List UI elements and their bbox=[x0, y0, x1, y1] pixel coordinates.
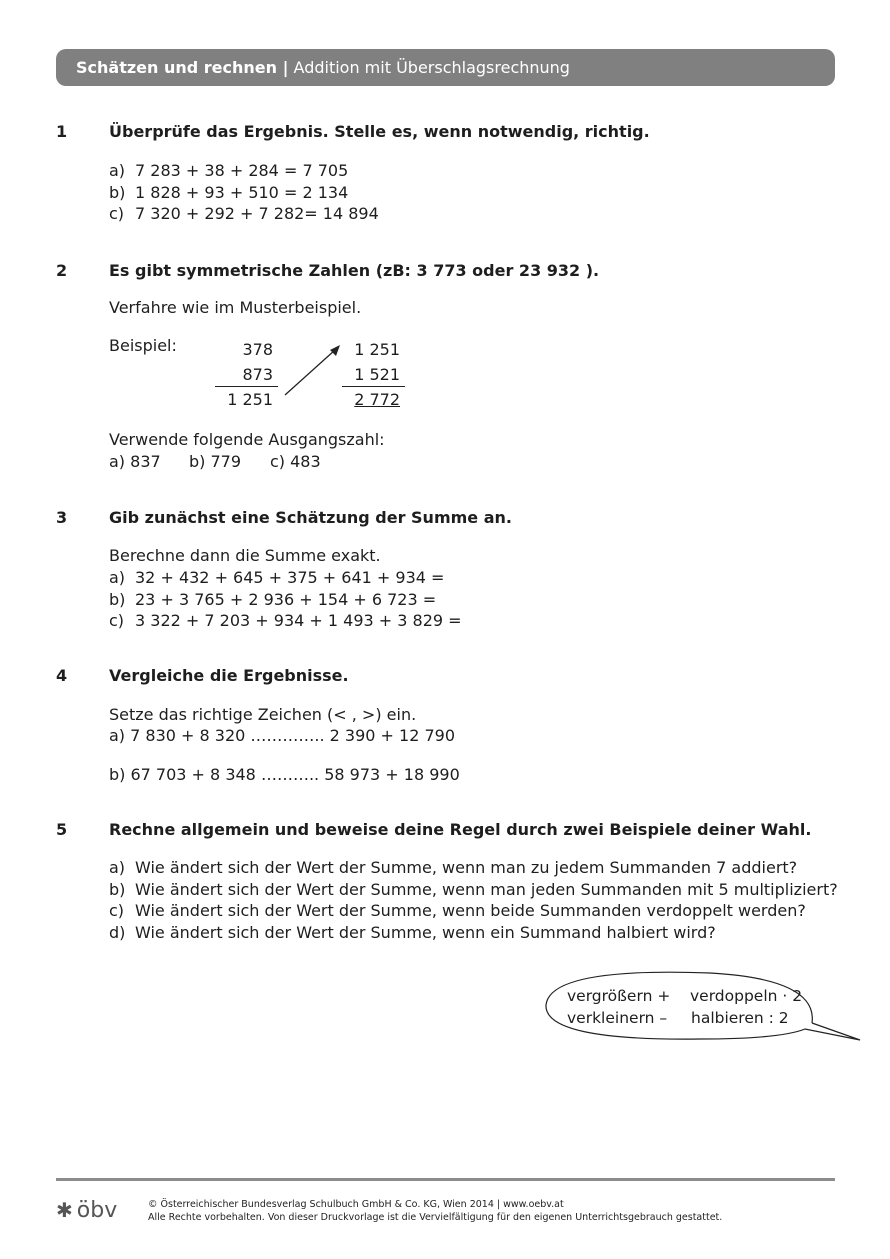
exercise-2-number: 2 bbox=[56, 261, 68, 280]
example-label: Beispiel: bbox=[109, 336, 177, 355]
footer-divider bbox=[56, 1178, 835, 1181]
list-item: a) 7 283 + 38 + 284 = 7 705 bbox=[109, 161, 349, 180]
exercise-1-title: Überprüfe das Ergebnis. Stelle es, wenn notwendig, richtig. bbox=[109, 122, 650, 141]
start-label: Verwende folgende Ausgangszahl: bbox=[109, 430, 385, 449]
exercise-1-number: 1 bbox=[56, 122, 68, 141]
list-item: c) Wie ändert sich der Wert der Summe, wenn beide Summanden verdoppelt werden? bbox=[109, 901, 806, 920]
bubble-halve: halbieren : 2 bbox=[691, 1009, 789, 1027]
bubble-increase: vergrößern + bbox=[567, 987, 671, 1005]
publisher-logo bbox=[56, 1198, 117, 1223]
header-subtitle: Addition mit Überschlagsrechnung bbox=[288, 58, 570, 77]
bubble-decrease: verkleinern – bbox=[567, 1009, 668, 1027]
footer-rights: Alle Rechte vorbehalten. Von dieser Druckvorlage ist die Vervielfältigung für den eigenen Unterrichtsgebrauch gestattet. bbox=[148, 1212, 723, 1223]
list-item: a) 32 + 432 + 645 + 375 + 641 + 934 = bbox=[109, 568, 445, 587]
logo-mark-icon: ✱ bbox=[56, 1198, 73, 1222]
exercise-4-instruction: Setze das richtige Zeichen (< , >) ein. bbox=[109, 705, 417, 724]
exercise-4-item-a: a) 7 830 + 8 320 ………….. 2 390 + 12 790 bbox=[109, 726, 456, 745]
example-left-sum: 378 873 1 251 bbox=[227, 340, 273, 409]
exercise-3-items bbox=[109, 567, 462, 632]
list-item: c) 7 320 + 292 + 7 282= 14 894 bbox=[109, 204, 379, 223]
exercise-5-title: Rechne allgemein und beweise deine Regel durch zwei Beispiele deiner Wahl. bbox=[109, 820, 812, 839]
sum-line-right bbox=[342, 386, 405, 387]
exercise-3-instruction: Berechne dann die Summe exakt. bbox=[109, 546, 381, 565]
exercise-3-title: Gib zunächst eine Schätzung der Summe an. bbox=[109, 508, 512, 527]
logo-text: öbv bbox=[76, 1198, 118, 1223]
exercise-5-items bbox=[109, 857, 838, 943]
header-topic: Schätzen und rechnen | bbox=[76, 58, 289, 77]
list-item: b) Wie ändert sich der Wert der Summe, wenn man jeden Summanden mit 5 multipliziert? bbox=[109, 879, 838, 899]
exercise-2-title: Es gibt symmetrische Zahlen (zB: 3 773 oder 23 932 ). bbox=[109, 261, 600, 280]
exercise-4-item-b: b) 67 703 + 8 348 ……….. 58 973 + 18 990 bbox=[109, 765, 460, 784]
footer-copyright: © Österreichischer Bundesverlag Schulbuch GmbH & Co. KG, Wien 2014 | www.oebv.at bbox=[148, 1199, 564, 1210]
bubble-double: verdoppeln · 2 bbox=[690, 987, 803, 1005]
list-item: d) Wie ändert sich der Wert der Summe, wenn ein Summand halbiert wird? bbox=[109, 922, 716, 942]
list-item: c) 3 322 + 7 203 + 934 + 1 493 + 3 829 = bbox=[109, 611, 462, 630]
example-right-sum: 1 251 1 521 2 772 bbox=[354, 340, 400, 409]
exercise-2-instruction: Verfahre wie im Musterbeispiel. bbox=[109, 298, 362, 317]
list-item: b) 23 + 3 765 + 2 936 + 154 + 6 723 = bbox=[109, 589, 437, 609]
page-header bbox=[56, 49, 835, 86]
exercise-5-number: 5 bbox=[56, 820, 68, 839]
list-item: a) Wie ändert sich der Wert der Summe, wenn man zu jedem Summanden 7 addiert? bbox=[109, 858, 798, 877]
start-values: a) 837 b) 779 c) 483 bbox=[109, 452, 321, 471]
list-item: b) 1 828 + 93 + 510 = 2 134 bbox=[109, 182, 349, 202]
arrow-icon bbox=[280, 340, 350, 400]
exercise-3-number: 3 bbox=[56, 508, 68, 527]
sum-line-left bbox=[215, 386, 278, 387]
exercise-4-title: Vergleiche die Ergebnisse. bbox=[109, 666, 349, 685]
exercise-1-items bbox=[109, 160, 379, 225]
bubble-text bbox=[567, 985, 802, 1029]
exercise-4-number: 4 bbox=[56, 666, 68, 685]
